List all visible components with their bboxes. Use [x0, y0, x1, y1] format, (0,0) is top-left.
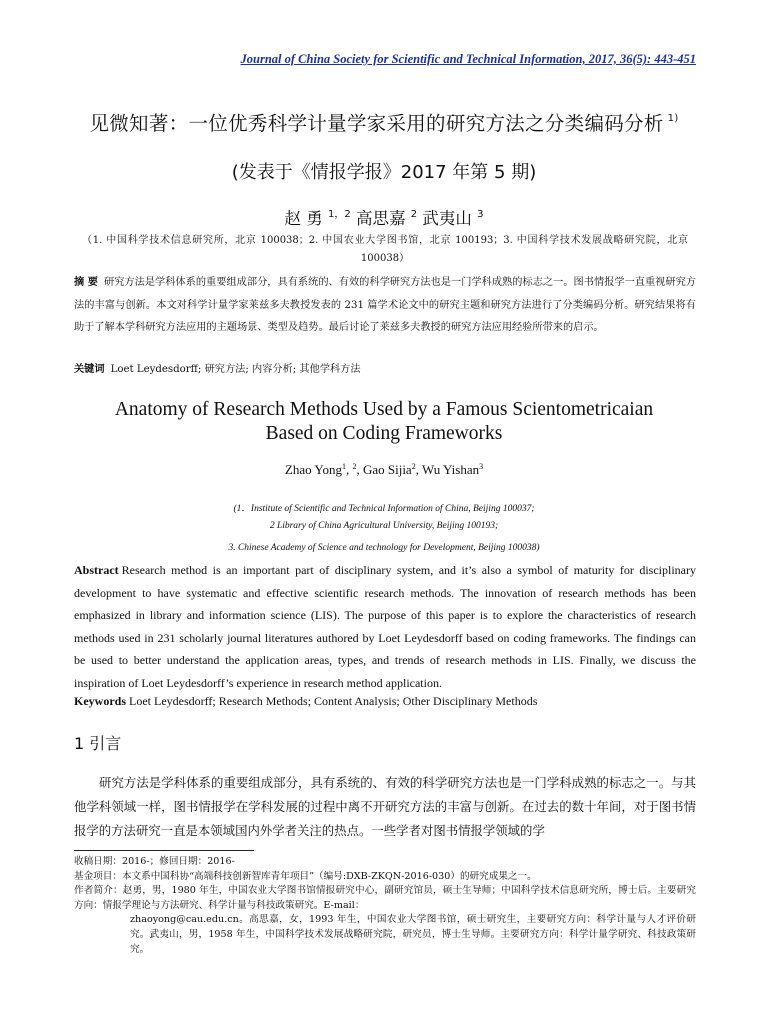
author-affiliation-mark: 3 — [477, 209, 484, 220]
author-bio-label: 作者简介： — [74, 885, 123, 897]
chinese-keywords — [74, 360, 696, 375]
keywords-text: Loet Leydesdorff; Research Methods; Content Analysis; Other Disciplinary Methods — [129, 694, 538, 708]
author-name: Wu Yishan — [421, 462, 480, 477]
english-title — [60, 398, 708, 446]
author-affiliation-mark: 2 — [352, 462, 357, 471]
keywords-label: 关键词 — [74, 364, 105, 375]
footnote-received: 收稿日期：2016-；修回日期：2016- — [74, 856, 235, 867]
chinese-authors — [40, 205, 728, 229]
footnote-fund: 基金项目：本文系中国科协“高端科技创新智库青年项目”（编号:DXB-ZKQN-2016-030）的研究成果之一。 — [74, 870, 537, 882]
author-name: Zhao Yong — [284, 462, 342, 477]
english-authors: Zhao Yong$^1$, $^2$, Gao Sijia$^2$, Wu Yishan$^3$ — [284, 462, 484, 477]
footnote-author-bio — [74, 884, 696, 913]
author-mark-separator: , — [345, 462, 350, 477]
author-name: Gao Sijia — [362, 462, 412, 477]
author-name: 高思嘉 — [355, 209, 406, 228]
author-name: 赵 勇 — [284, 209, 323, 228]
footnote-author-bio-continued: zhaoyong@cau.edu.cn。高思嘉，女，1993 年生，中国农业大学图书馆，硕士研究生，主要研究方向：科学计量与人才评价研究。武夷山，男，1958 年生，中国科学技术发展战略研究院，研究员，博士生导师。主要研究方向：科学计量学研究、科技政策研究。 — [130, 914, 696, 955]
english-affiliation-line: 3. Chinese Academy of Science and technology for Development, Beijing 100038) — [228, 543, 540, 553]
body-paragraph: 研究方法是学科体系的重要组成部分，具有系统的、有效的科学研究方法也是一门学科成熟的标志之一。与其他学科领域一样，图书情报学在学科发展的过程中离不开研究方法的丰富与创新。在过去的数十年间，对于图书情报学的方法研究一直是本领域国内外学者关注的热点。一些学者对图书情报学领域的学 — [74, 775, 696, 838]
chinese-abstract — [74, 272, 696, 340]
english-abstract — [74, 559, 696, 695]
english-affiliation-line: (1．Institute of Scientific and Technical Information of China, Beijing 100037; — [233, 504, 535, 514]
chinese-affiliations: （1. 中国科学技术信息研究所，北京 100038；2. 中国农业大学图书馆，北京 100193；3. 中国科学技术发展战略研究院，北京 100038） — [82, 235, 688, 264]
author-name: 武夷山 — [422, 209, 472, 228]
english-title-line: Based on Coding Frameworks — [265, 423, 503, 444]
author-affiliation-mark: 1，2 — [328, 209, 351, 220]
keywords-label: Keywords — [74, 694, 126, 708]
english-keywords — [74, 694, 696, 709]
abstract-text: 研究方法是学科体系的重要组成部分，具有系统的、有效的科学研究方法也是一门学科成熟的标志之一。图书情报学一直重视研究方法的丰富与创新。本文对科学计量学家莱兹多夫教授发表的 231 篇学术论文中的研究主题和研究方法进行了分类编码分析。研究结果将有助于了解本学科研究方法应用的主题场景、类型及趋势。最后讨论了莱兹多夫教授的研究方法应用经验所带来的启示。 — [74, 277, 696, 333]
abstract-text: Research method is an important part of disciplinary system, and it’s also a symbol of maturity for disciplinary development to have systematic and effective scientific research methods. The innovation of research methods has been emphasized in library and information science (LIS). The purpose of this paper is to explore the characteristics of research methods used in 231 scholarly journal literatures authored by Loet Leydesdorff based on coding frameworks. The findings can be used to better understand the application areas, types, and trends of research methods in LIS. Finally, we discuss the inspiration of Loet Leydesdorff’s experience in research method application. — [74, 563, 696, 690]
chinese-title — [40, 108, 728, 136]
abstract-label: 摘 要 — [74, 277, 98, 288]
english-title-line: Anatomy of Research Methods Used by a Famous Scientometricaian — [114, 399, 654, 420]
author-bio-text: 赵勇，男，1980 年生，中国农业大学图书馆情报研究中心，副研究馆员，硕士生导师；中国科学技术信息研究所，博士后。主要研究方向：情报学理论与方法研究、科学计量与科技政策研究。E-mail： — [74, 885, 696, 911]
journal-citation-link[interactable]: Journal of China Society for Scientific and Technical Information, 2017, 36(5): 443-451 — [240, 52, 696, 66]
author-affiliation-mark: 3 — [479, 462, 484, 471]
chinese-title-text: 见微知著：一位优秀科学计量学家采用的研究方法之分类编码分析 — [89, 112, 664, 135]
keywords-text: Loet Leydesdorff; 研究方法; 内容分析; 其他学科方法 — [110, 364, 361, 375]
publication-note: (发表于《情报学报》2017 年第 5 期) — [231, 162, 537, 183]
english-affiliation-line: 2 Library of China Agricultural University, Beijing 100193; — [269, 521, 499, 531]
author-affiliation-mark: 2 — [411, 462, 416, 471]
title-footnote-mark: 1) — [667, 113, 679, 124]
author-affiliation-mark: 1 — [341, 462, 346, 471]
footnote-divider — [74, 850, 254, 851]
abstract-label: Abstract — [74, 563, 119, 577]
section-heading: 1 引言 — [74, 734, 122, 753]
author-affiliation-mark: 2 — [410, 209, 418, 220]
footnotes — [74, 855, 696, 957]
